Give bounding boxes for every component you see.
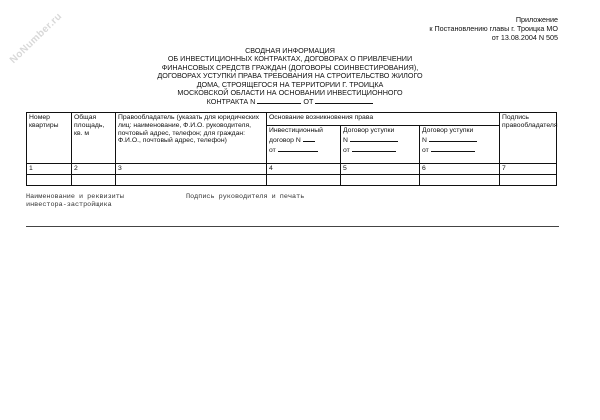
column-number: 2: [72, 164, 116, 175]
header-basis-of-right: Основание возникновения права: [267, 113, 500, 126]
assignment-2-number: N: [422, 137, 427, 145]
assignment-1-from: от: [343, 146, 350, 154]
contract-date-label: ОТ: [303, 97, 314, 107]
title-line: ДОМА, СТРОЯЩЕГОСЯ НА ТЕРРИТОРИИ Г. ТРОИЦКА: [196, 79, 384, 89]
document-title: [140, 47, 440, 107]
header-investment-contract: [267, 126, 341, 164]
title-line: ФИНАНСОВЫХ СРЕДСТВ ГРАЖДАН (ДОГОВОРЫ СОИНВЕСТИРОВАНИЯ),: [161, 62, 419, 72]
investor-details-line: Наименование и реквизиты: [26, 193, 124, 201]
table-cell: [27, 175, 72, 186]
header-signature: Подпись правообладателя: [500, 113, 557, 164]
contract-date-blank: [315, 97, 373, 104]
title-contract-line: [140, 97, 440, 106]
watermark: NoNumber.ru: [8, 10, 65, 66]
appendix-date: от 13.08.2004 N 505: [491, 33, 558, 43]
appendix-header: [429, 15, 558, 43]
column-number: 6: [420, 164, 500, 175]
investment-contract-from: от: [269, 146, 276, 154]
header-total-area: Общая площадь, кв. м: [72, 113, 116, 164]
column-number: 1: [27, 164, 72, 175]
column-number: 5: [341, 164, 420, 175]
table-number-row: [27, 164, 557, 175]
header-rights-holder: Правообладатель (указать для юридических лиц: наименование, Ф.И.О. руководителя, почтовый адрес, телефон; для граждан: Ф.И.О., почтовый адрес, телефон): [116, 113, 267, 164]
appendix-label: Приложение: [515, 15, 558, 24]
assignment-2-from: от: [422, 146, 429, 154]
table-cell: [500, 175, 557, 186]
title-line: МОСКОВСКОЙ ОБЛАСТИ НА ОСНОВАНИИ ИНВЕСТИЦИОННОГО: [177, 88, 403, 98]
column-number: 7: [500, 164, 557, 175]
title-line: ДОГОВОРАХ УСТУПКИ ПРАВА ТРЕБОВАНИЯ НА СТРОИТЕЛЬСТВО ЖИЛОГО: [157, 71, 423, 81]
assignment-2-label: Договор уступки: [422, 127, 474, 135]
table-cell: [341, 175, 420, 186]
title-line: ОБ ИНВЕСТИЦИОННЫХ КОНТРАКТАХ, ДОГОВОРАХ О ПРИВЛЕЧЕНИИ: [167, 54, 413, 64]
header-assignment-contract-2: [420, 126, 500, 164]
investment-contract-label: Инвестиционный договор N: [269, 127, 323, 145]
header-apartment-number: Номер квартиры: [27, 113, 72, 164]
assignment-1-label: Договор уступки: [343, 127, 395, 135]
investor-details-line: инвестора-застройщика: [26, 201, 112, 209]
investor-details-caption: [26, 193, 124, 209]
contract-number-blank: [257, 97, 301, 104]
column-number: 4: [267, 164, 341, 175]
table-cell: [116, 175, 267, 186]
title-line: СВОДНАЯ ИНФОРМАЦИЯ: [245, 46, 335, 55]
signature-rule: [26, 226, 559, 227]
table-row: [27, 175, 557, 186]
contract-number-label: КОНТРАКТА N: [206, 97, 256, 107]
appendix-decree: к Постановлению главы г. Троицка МО: [429, 24, 558, 34]
table-cell: [420, 175, 500, 186]
table-header-row: [27, 113, 557, 126]
table-cell: [267, 175, 341, 186]
column-number: 3: [116, 164, 267, 175]
assignment-1-number: N: [343, 137, 348, 145]
table-cell: [72, 175, 116, 186]
summary-table: [26, 112, 557, 186]
signature-caption: Подпись руководителя и печать: [186, 193, 305, 201]
header-assignment-contract-1: [341, 126, 420, 164]
